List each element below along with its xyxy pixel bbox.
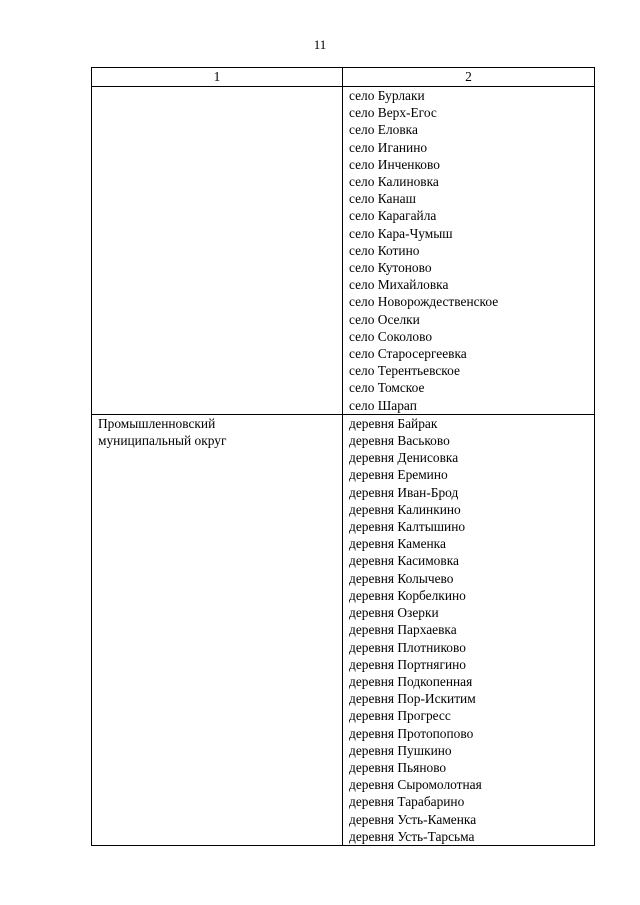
settlement-item: деревня Пор-Искитим: [349, 691, 476, 707]
table-body: [92, 87, 595, 846]
settlement-item: деревня Подкопенная: [349, 673, 473, 689]
settlement-item: деревня Колычево: [349, 570, 454, 586]
column-header-2: 2: [343, 68, 595, 87]
settlement-item: село Канаш: [349, 191, 416, 207]
settlement-item: деревня Корбелкино: [349, 587, 466, 603]
settlements-cell: [343, 87, 595, 415]
settlement-item: село Старосергеевка: [349, 346, 467, 362]
settlement-item: деревня Еремино: [349, 467, 448, 483]
settlement-item: село Соколово: [349, 328, 433, 344]
settlement-item: село Бурлаки: [349, 88, 425, 103]
settlement-item: деревня Байрак: [349, 415, 438, 431]
settlement-item: деревня Калинкино: [349, 501, 461, 517]
settlement-item: деревня Пьяново: [349, 759, 447, 775]
settlement-item: село Калиновка: [349, 174, 439, 190]
settlement-item: село Верх-Егос: [349, 105, 437, 121]
settlement-item: село Кутоново: [349, 260, 432, 276]
settlement-item: деревня Тарабарино: [349, 794, 465, 810]
table-header-row: [92, 68, 595, 87]
settlement-item: деревня Портнягино: [349, 656, 466, 672]
district-name-line: Промышленновский: [98, 415, 216, 431]
settlement-item: деревня Усть-Каменка: [349, 811, 477, 827]
settlement-item: село Котино: [349, 242, 420, 258]
settlement-item: деревня Касимовка: [349, 553, 459, 569]
district-name-line: муниципальный округ: [98, 433, 227, 449]
district-cell: [92, 414, 343, 845]
column-header-1: 1: [92, 68, 343, 87]
settlement-item: село Томское: [349, 380, 425, 396]
settlement-item: село Терентьевское: [349, 363, 460, 379]
settlement-item: деревня Сыромолотная: [349, 777, 482, 793]
settlement-item: деревня Озерки: [349, 605, 439, 621]
settlements-cell: [343, 414, 595, 845]
settlement-item: деревня Пархаевка: [349, 622, 457, 638]
settlement-item: село Инченково: [349, 156, 440, 172]
page-number: 11: [313, 37, 327, 52]
district-cell: [92, 87, 343, 415]
settlement-item: село Иганино: [349, 139, 428, 155]
settlement-item: село Оселки: [349, 311, 420, 327]
settlement-item: деревня Денисовка: [349, 450, 459, 466]
settlement-item: деревня Калтышино: [349, 519, 466, 535]
settlement-item: деревня Плотниково: [349, 639, 466, 655]
settlements-table: [91, 67, 595, 846]
settlement-item: деревня Прогресс: [349, 708, 451, 724]
table-row: [92, 87, 595, 415]
settlement-item: деревня Протопопово: [349, 725, 474, 741]
settlement-item: село Кара-Чумыш: [349, 225, 453, 241]
settlement-item: деревня Васьково: [349, 433, 450, 449]
settlement-item: село Новорождественское: [349, 294, 499, 310]
settlement-item: село Шарап: [349, 397, 417, 413]
settlement-item: деревня Пушкино: [349, 742, 452, 758]
settlement-item: деревня Усть-Тарсьма: [349, 828, 475, 844]
settlement-item: село Карагайла: [349, 208, 437, 224]
settlement-item: село Михайловка: [349, 277, 449, 293]
table-row: [92, 414, 595, 845]
settlement-item: село Еловка: [349, 122, 418, 138]
settlement-item: деревня Иван-Брод: [349, 484, 459, 500]
settlement-item: деревня Каменка: [349, 536, 446, 552]
